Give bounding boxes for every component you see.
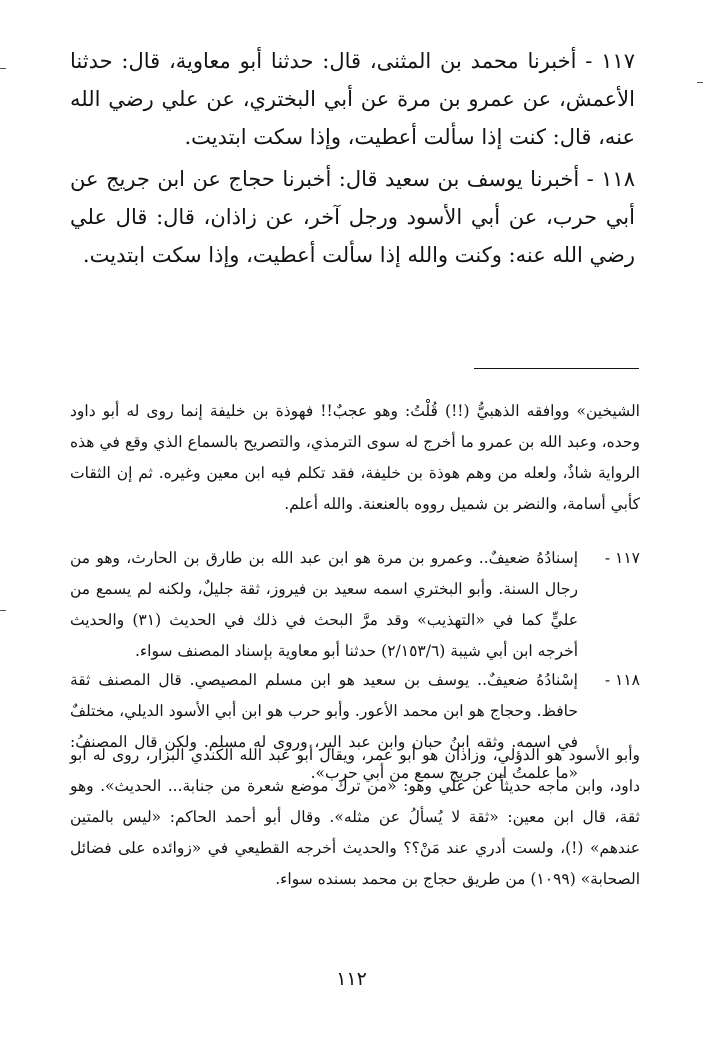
footnote-118-continuation	[70, 740, 640, 895]
margin-mark	[697, 82, 703, 83]
hadith-117	[70, 42, 635, 156]
page-number: ١١٢	[336, 968, 367, 990]
hadith-number: ١١٨	[601, 167, 635, 191]
footnote-number: ١١٧ -	[604, 549, 640, 567]
hadith-118	[70, 160, 635, 274]
footnote-number: ١١٨ -	[604, 671, 640, 689]
hadith-text: - أخبرنا يوسف بن سعيد قال: أخبرنا حجاج عن ابن جريج عن أبي حرب، عن أبي الأسود ورجل آخر، عن زاذان، قال: قال علي رضي الله عنه: وكنت والله إذا سألت أعطيت، وإذا سكت ابتديت.	[70, 167, 635, 267]
footnote-117	[70, 543, 640, 667]
margin-mark	[0, 610, 6, 611]
footnote-text: الشيخين» ووافقه الذهبيُّ (!!) قُلْتُ: وهو عجبٌ!! فهوذة بن خليفة إنما روى له أبو داود وحده، وعبد الله بن عمرو ما أخرج له سوى الترمذي، والتصريح بالسماع الذي وقع في هذه الرواية شاذٌ، ولعله من وهم هوذة بن خليفة، فقد تكلم فيه ابن معين وغيره. ثم إن الثقات كأبي أسامة، والنضر بن شميل رووه بالعنعنة. والله أعلم.	[70, 402, 640, 513]
hadith-number: ١١٧	[601, 49, 635, 73]
hadith-text: - أخبرنا محمد بن المثنى، قال: حدثنا أبو معاوية، قال: حدثنا الأعمش، عن عمرو بن مرة عن أبي البختري، عن علي رضي الله عنه، قال: كنت إذا سألت أعطيت، وإذا سكت ابتديت.	[70, 49, 635, 149]
margin-mark	[0, 68, 6, 69]
footnote-continuation	[70, 396, 640, 520]
footnote-separator	[474, 368, 639, 369]
footnote-text: إسْنادُهُ ضعيفٌ.. يوسف بن سعيد هو ابن مسلم المصيصي. قال المصنف ثقة حافظ. وحجاج هو ابن محمد الأعور. وأبو حرب هو ابن أبي الأسود الديلي، مختلفٌ في اسمه. وثقه ابنُ حبان وابن عبد البر، وروى له مسلم. ولكن قال المصنفُ: «ما علمتُ ابن جريج سمع من أبي حرب».	[70, 671, 578, 782]
footnote-text: إسنادُهُ ضعيفٌ.. وعمرو بن مرة هو ابن عبد الله بن طارق بن الحارث، وهو من رجال السنة. وأبو البختري اسمه سعيد بن فيروز، ثقة جليلٌ، ولكنه لم يسمع من عليٍّ كما في «التهذيب» وقد مرَّ البحث في ذلك في الحديث (٣١) والحديث أخرجه ابن أبي شيبة (٢/١٥٣/٦) حدثنا أبو معاوية بإسناد المصنف سواء.	[70, 549, 578, 660]
footnote-text: وأبو الأسود هو الدؤلي، وزاذان هو أبو عمر، ويقال أبو عبد الله الكندي البزار، روى له أبو داود، وابن ماجه حديثاً عن علي وهو: «من ترك موضع شعرة من جنابة... الحديث». وهو ثقة، قال ابن معين: «ثقة لا يُسألُ عن مثله». وقال أبو أحمد الحاكم: «ليس بالمتين عندهم» (!)، ولست أدري عند مَنْ؟؟ والحديث أخرجه القطيعي في «زوائده على فضائل الصحابة» (١٠٩٩) من طريق حجاج بن محمد بسنده سواء.	[70, 746, 640, 888]
